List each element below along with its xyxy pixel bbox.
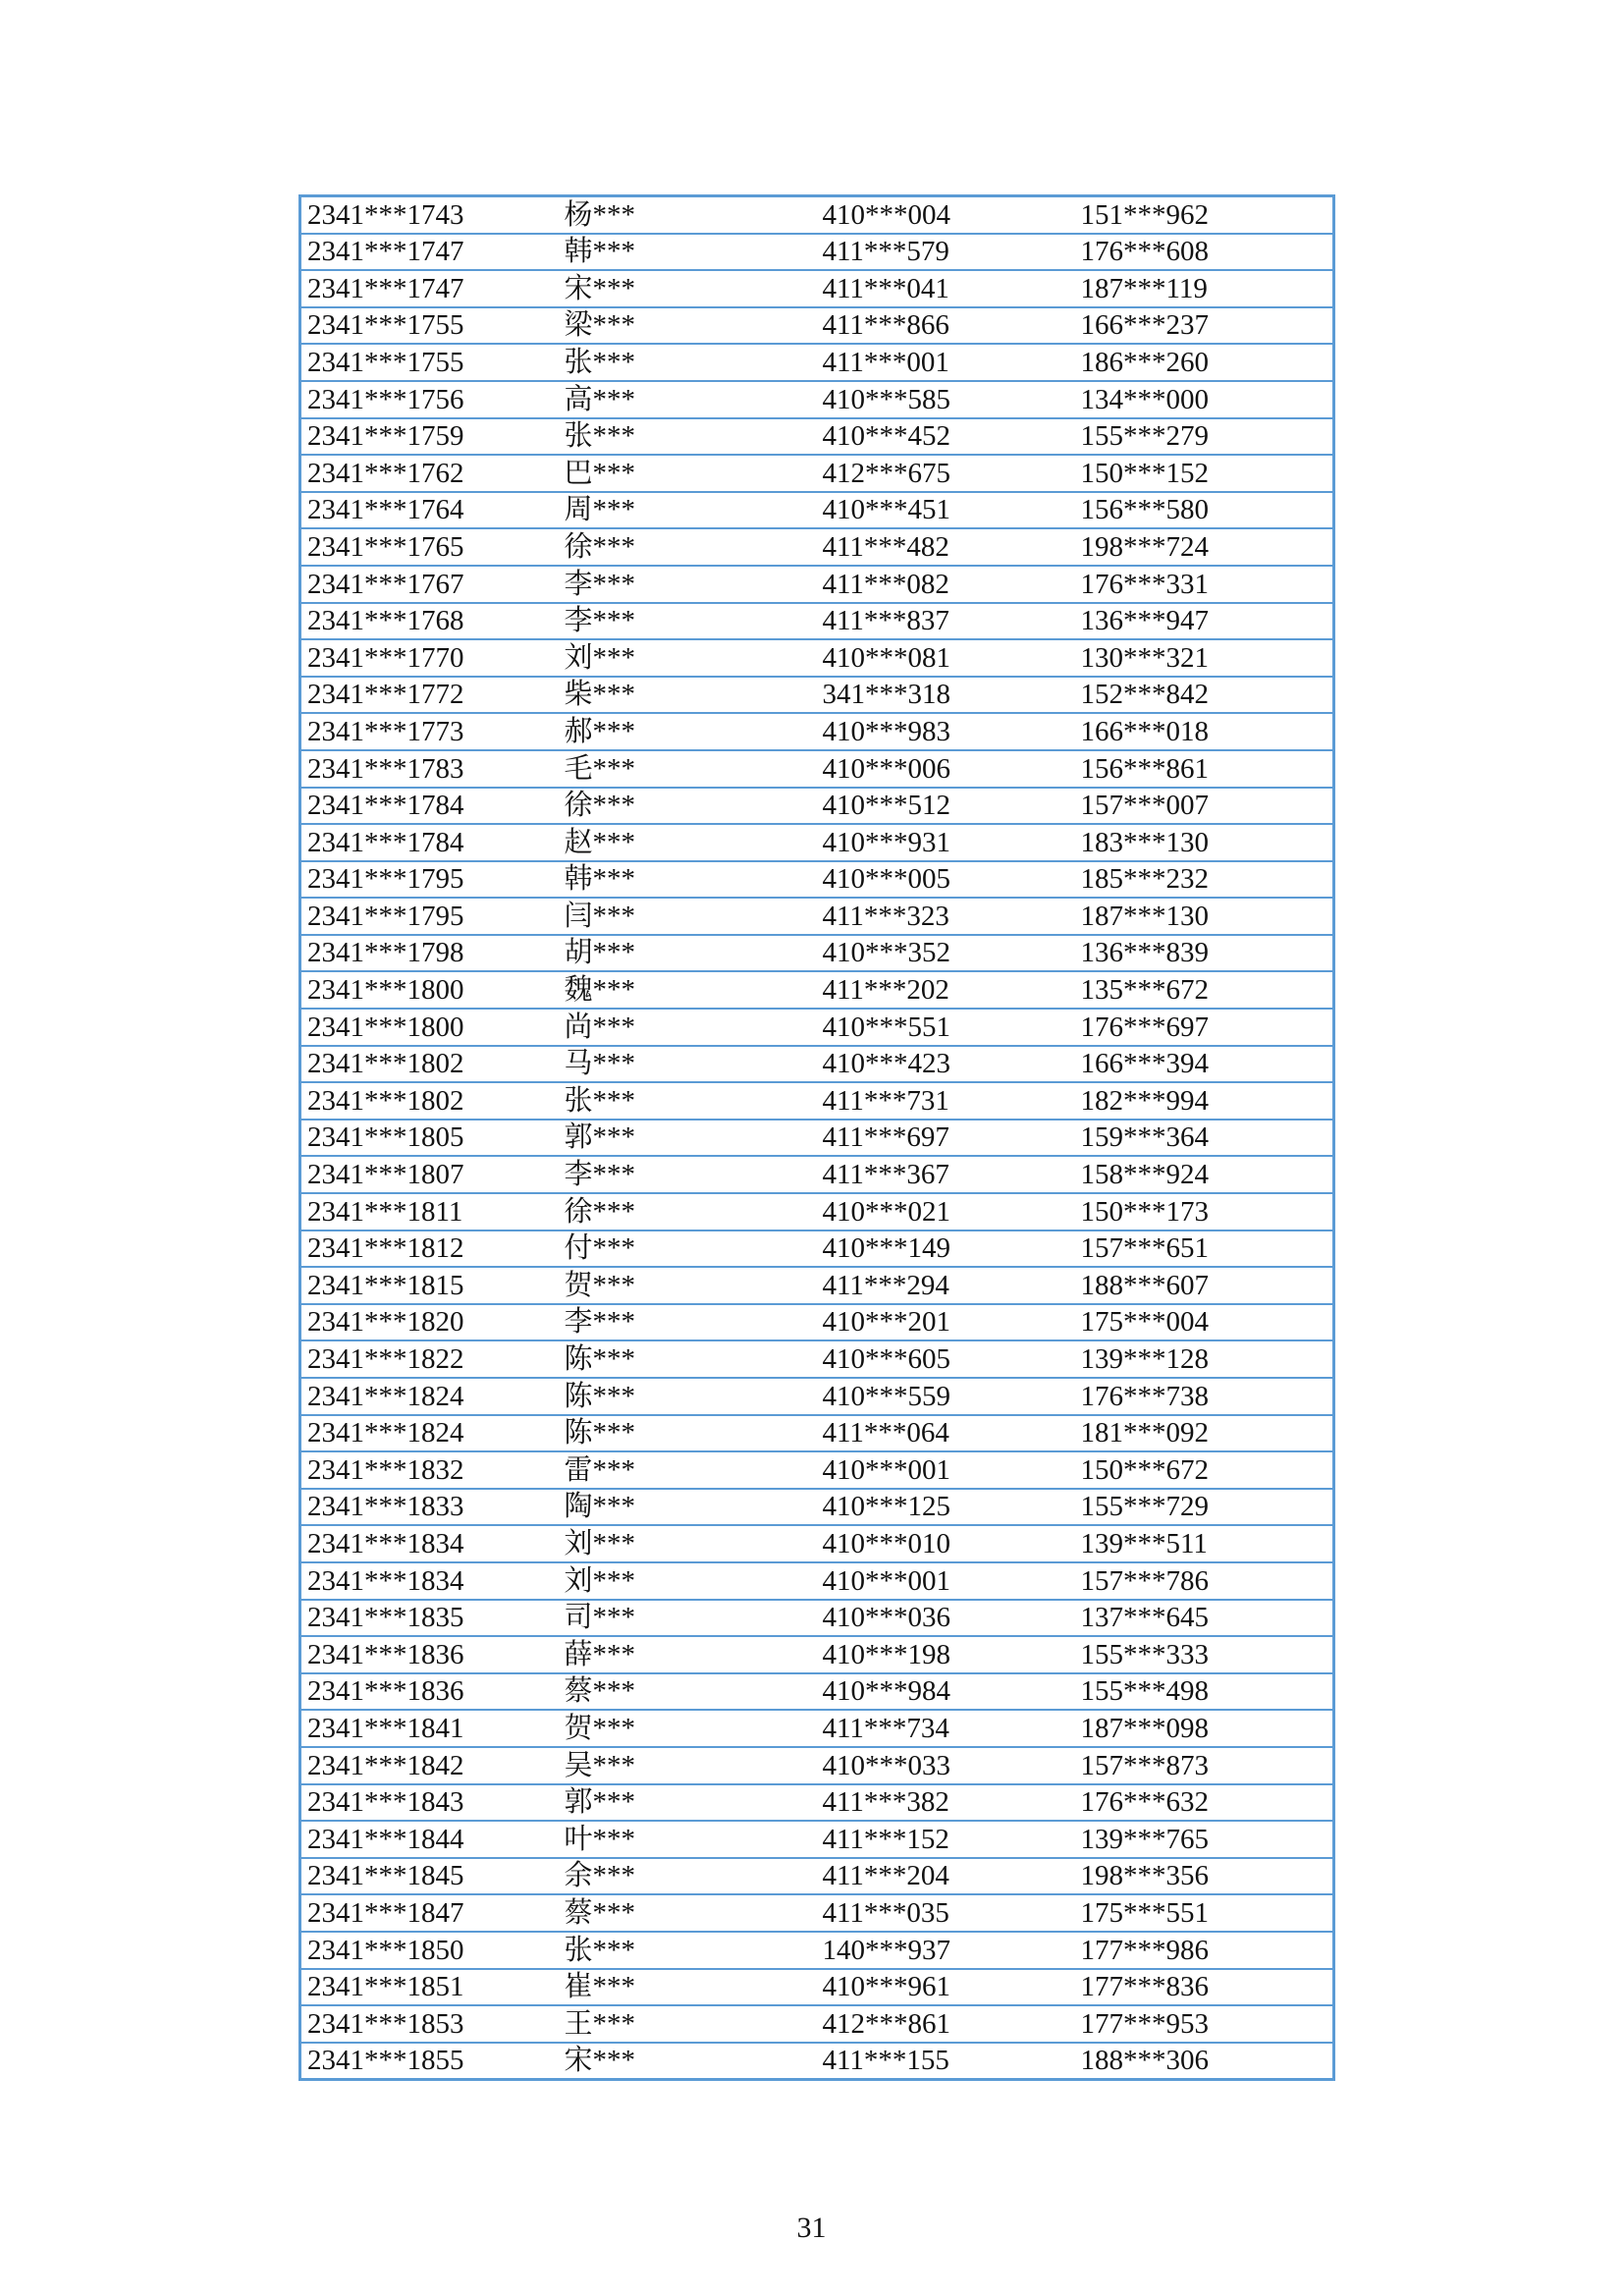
table-row <box>300 1821 1334 1858</box>
table-row <box>300 1673 1334 1711</box>
phone-cell: 156***861 <box>1075 750 1334 788</box>
table-row <box>300 1525 1334 1562</box>
table-row <box>300 381 1334 418</box>
phone-cell: 150***152 <box>1075 455 1334 492</box>
id-number-cell: 410***605 <box>817 1340 1075 1378</box>
id-number-cell: 412***675 <box>817 455 1075 492</box>
phone-cell: 176***608 <box>1075 234 1334 271</box>
table-row <box>300 1082 1334 1120</box>
id-number-cell: 410***005 <box>817 861 1075 899</box>
record-id-cell: 2341***1853 <box>300 2005 559 2043</box>
phone-cell: 166***394 <box>1075 1046 1334 1083</box>
name-cell: 毛*** <box>559 750 817 788</box>
table-row <box>300 234 1334 271</box>
record-id-cell: 2341***1783 <box>300 750 559 788</box>
record-id-cell: 2341***1824 <box>300 1415 559 1452</box>
id-number-cell: 411***482 <box>817 528 1075 566</box>
table-row <box>300 1046 1334 1083</box>
table-row <box>300 1489 1334 1526</box>
name-cell: 陶*** <box>559 1489 817 1526</box>
id-number-cell: 410***984 <box>817 1673 1075 1711</box>
phone-cell: 198***724 <box>1075 528 1334 566</box>
phone-cell: 166***237 <box>1075 307 1334 345</box>
record-id-cell: 2341***1755 <box>300 344 559 381</box>
table-row <box>300 492 1334 529</box>
record-id-cell: 2341***1820 <box>300 1304 559 1341</box>
phone-cell: 181***092 <box>1075 1415 1334 1452</box>
id-number-cell: 410***036 <box>817 1600 1075 1637</box>
record-id-cell: 2341***1811 <box>300 1193 559 1230</box>
phone-cell: 139***511 <box>1075 1525 1334 1562</box>
id-number-cell: 411***866 <box>817 307 1075 345</box>
table-row <box>300 2005 1334 2043</box>
name-cell: 徐*** <box>559 1193 817 1230</box>
name-cell: 余*** <box>559 1858 817 1895</box>
name-cell: 杨*** <box>559 196 817 234</box>
table-row <box>300 898 1334 935</box>
table-row <box>300 1710 1334 1747</box>
record-id-cell: 2341***1798 <box>300 935 559 972</box>
phone-cell: 130***321 <box>1075 639 1334 677</box>
id-number-cell: 410***081 <box>817 639 1075 677</box>
id-number-cell: 411***155 <box>817 2043 1075 2080</box>
name-cell: 宋*** <box>559 270 817 307</box>
table-row <box>300 1858 1334 1895</box>
table-row <box>300 639 1334 677</box>
phone-cell: 187***130 <box>1075 898 1334 935</box>
table-row <box>300 603 1334 640</box>
id-number-cell: 410***001 <box>817 1562 1075 1600</box>
phone-cell: 187***119 <box>1075 270 1334 307</box>
name-cell: 刘*** <box>559 1562 817 1600</box>
phone-cell: 188***607 <box>1075 1267 1334 1304</box>
name-cell: 高*** <box>559 381 817 418</box>
record-id-cell: 2341***1835 <box>300 1600 559 1637</box>
record-id-cell: 2341***1802 <box>300 1046 559 1083</box>
id-number-cell: 412***861 <box>817 2005 1075 2043</box>
name-cell: 张*** <box>559 344 817 381</box>
record-id-cell: 2341***1800 <box>300 1009 559 1046</box>
id-number-cell: 410***585 <box>817 381 1075 418</box>
table-row <box>300 1894 1334 1932</box>
id-number-cell: 411***152 <box>817 1821 1075 1858</box>
record-id-cell: 2341***1768 <box>300 603 559 640</box>
table-row <box>300 270 1334 307</box>
id-number-cell: 411***367 <box>817 1156 1075 1193</box>
phone-cell: 152***842 <box>1075 677 1334 714</box>
name-cell: 崔*** <box>559 1969 817 2006</box>
id-number-cell: 140***937 <box>817 1932 1075 1969</box>
phone-cell: 157***786 <box>1075 1562 1334 1600</box>
name-cell: 蔡*** <box>559 1673 817 1711</box>
record-id-cell: 2341***1807 <box>300 1156 559 1193</box>
phone-cell: 157***873 <box>1075 1747 1334 1784</box>
name-cell: 尚*** <box>559 1009 817 1046</box>
name-cell: 付*** <box>559 1230 817 1268</box>
name-cell: 吴*** <box>559 1747 817 1784</box>
table-row <box>300 1636 1334 1673</box>
table-row <box>300 1267 1334 1304</box>
table-row <box>300 1120 1334 1157</box>
phone-cell: 157***007 <box>1075 788 1334 825</box>
id-number-cell: 410***033 <box>817 1747 1075 1784</box>
phone-cell: 176***632 <box>1075 1784 1334 1822</box>
table-row <box>300 1193 1334 1230</box>
phone-cell: 175***551 <box>1075 1894 1334 1932</box>
phone-cell: 158***924 <box>1075 1156 1334 1193</box>
table-row <box>300 1340 1334 1378</box>
name-cell: 蔡*** <box>559 1894 817 1932</box>
name-cell: 李*** <box>559 603 817 640</box>
phone-cell: 159***364 <box>1075 1120 1334 1157</box>
phone-cell: 177***836 <box>1075 1969 1334 2006</box>
phone-cell: 185***232 <box>1075 861 1334 899</box>
record-id-cell: 2341***1841 <box>300 1710 559 1747</box>
name-cell: 李*** <box>559 1156 817 1193</box>
name-cell: 张*** <box>559 1932 817 1969</box>
table-row <box>300 344 1334 381</box>
table-row <box>300 566 1334 603</box>
id-number-cell: 410***452 <box>817 418 1075 456</box>
name-cell: 梁*** <box>559 307 817 345</box>
phone-cell: 175***004 <box>1075 1304 1334 1341</box>
record-id-cell: 2341***1755 <box>300 307 559 345</box>
record-id-cell: 2341***1812 <box>300 1230 559 1268</box>
phone-cell: 188***306 <box>1075 2043 1334 2080</box>
table-row <box>300 1304 1334 1341</box>
record-id-cell: 2341***1832 <box>300 1451 559 1489</box>
name-cell: 贺*** <box>559 1267 817 1304</box>
page-number: 31 <box>796 2212 827 2244</box>
table-row <box>300 1747 1334 1784</box>
id-number-cell: 411***202 <box>817 971 1075 1009</box>
id-number-cell: 411***082 <box>817 566 1075 603</box>
phone-cell: 198***356 <box>1075 1858 1334 1895</box>
phone-cell: 187***098 <box>1075 1710 1334 1747</box>
phone-cell: 137***645 <box>1075 1600 1334 1637</box>
table-row <box>300 788 1334 825</box>
record-id-cell: 2341***1773 <box>300 713 559 750</box>
name-cell: 叶*** <box>559 1821 817 1858</box>
id-number-cell: 410***125 <box>817 1489 1075 1526</box>
id-number-cell: 411***064 <box>817 1415 1075 1452</box>
phone-cell: 155***279 <box>1075 418 1334 456</box>
phone-cell: 186***260 <box>1075 344 1334 381</box>
record-id-cell: 2341***1836 <box>300 1636 559 1673</box>
phone-cell: 183***130 <box>1075 824 1334 861</box>
name-cell: 韩*** <box>559 234 817 271</box>
id-number-cell: 410***559 <box>817 1378 1075 1415</box>
id-number-cell: 411***382 <box>817 1784 1075 1822</box>
phone-cell: 155***498 <box>1075 1673 1334 1711</box>
id-number-cell: 411***734 <box>817 1710 1075 1747</box>
phone-cell: 177***986 <box>1075 1932 1334 1969</box>
phone-cell: 134***000 <box>1075 381 1334 418</box>
id-number-cell: 410***149 <box>817 1230 1075 1268</box>
phone-cell: 182***994 <box>1075 1082 1334 1120</box>
record-id-cell: 2341***1824 <box>300 1378 559 1415</box>
table-row <box>300 1378 1334 1415</box>
id-number-cell: 410***451 <box>817 492 1075 529</box>
id-number-cell: 411***001 <box>817 344 1075 381</box>
table-row <box>300 418 1334 456</box>
name-cell: 徐*** <box>559 528 817 566</box>
record-id-cell: 2341***1784 <box>300 824 559 861</box>
record-id-cell: 2341***1833 <box>300 1489 559 1526</box>
name-cell: 薛*** <box>559 1636 817 1673</box>
record-id-cell: 2341***1834 <box>300 1562 559 1600</box>
record-id-cell: 2341***1765 <box>300 528 559 566</box>
id-number-cell: 410***983 <box>817 713 1075 750</box>
record-table <box>298 194 1335 2081</box>
name-cell: 巴*** <box>559 455 817 492</box>
name-cell: 陈*** <box>559 1340 817 1378</box>
name-cell: 陈*** <box>559 1378 817 1415</box>
phone-cell: 139***765 <box>1075 1821 1334 1858</box>
name-cell: 张*** <box>559 418 817 456</box>
record-id-cell: 2341***1845 <box>300 1858 559 1895</box>
table-row <box>300 1009 1334 1046</box>
record-id-cell: 2341***1772 <box>300 677 559 714</box>
record-id-cell: 2341***1844 <box>300 1821 559 1858</box>
table-row <box>300 971 1334 1009</box>
phone-cell: 136***947 <box>1075 603 1334 640</box>
phone-cell: 150***173 <box>1075 1193 1334 1230</box>
record-id-cell: 2341***1767 <box>300 566 559 603</box>
phone-cell: 136***839 <box>1075 935 1334 972</box>
record-id-cell: 2341***1802 <box>300 1082 559 1120</box>
phone-cell: 155***333 <box>1075 1636 1334 1673</box>
id-number-cell: 410***010 <box>817 1525 1075 1562</box>
record-id-cell: 2341***1756 <box>300 381 559 418</box>
table-row <box>300 935 1334 972</box>
table-row <box>300 824 1334 861</box>
record-id-cell: 2341***1842 <box>300 1747 559 1784</box>
record-id-cell: 2341***1836 <box>300 1673 559 1711</box>
record-id-cell: 2341***1822 <box>300 1340 559 1378</box>
id-number-cell: 410***512 <box>817 788 1075 825</box>
phone-cell: 177***953 <box>1075 2005 1334 2043</box>
record-id-cell: 2341***1855 <box>300 2043 559 2080</box>
table-row <box>300 677 1334 714</box>
phone-cell: 176***331 <box>1075 566 1334 603</box>
record-id-cell: 2341***1851 <box>300 1969 559 2006</box>
name-cell: 贺*** <box>559 1710 817 1747</box>
record-id-cell: 2341***1747 <box>300 234 559 271</box>
name-cell: 宋*** <box>559 2043 817 2080</box>
phone-cell: 139***128 <box>1075 1340 1334 1378</box>
name-cell: 周*** <box>559 492 817 529</box>
id-number-cell: 410***201 <box>817 1304 1075 1341</box>
name-cell: 李*** <box>559 1304 817 1341</box>
record-id-cell: 2341***1800 <box>300 971 559 1009</box>
id-number-cell: 411***579 <box>817 234 1075 271</box>
name-cell: 刘*** <box>559 639 817 677</box>
phone-cell: 176***697 <box>1075 1009 1334 1046</box>
record-id-cell: 2341***1747 <box>300 270 559 307</box>
id-number-cell: 411***323 <box>817 898 1075 935</box>
table-row <box>300 750 1334 788</box>
table-row <box>300 1415 1334 1452</box>
name-cell: 胡*** <box>559 935 817 972</box>
record-id-cell: 2341***1784 <box>300 788 559 825</box>
table-row <box>300 713 1334 750</box>
id-number-cell: 410***931 <box>817 824 1075 861</box>
record-id-cell: 2341***1764 <box>300 492 559 529</box>
name-cell: 马*** <box>559 1046 817 1083</box>
record-id-cell: 2341***1815 <box>300 1267 559 1304</box>
table-row <box>300 1784 1334 1822</box>
phone-cell: 155***729 <box>1075 1489 1334 1526</box>
id-number-cell: 410***961 <box>817 1969 1075 2006</box>
id-number-cell: 411***204 <box>817 1858 1075 1895</box>
table-row <box>300 1230 1334 1268</box>
id-number-cell: 341***318 <box>817 677 1075 714</box>
phone-cell: 156***580 <box>1075 492 1334 529</box>
id-number-cell: 410***021 <box>817 1193 1075 1230</box>
name-cell: 魏*** <box>559 971 817 1009</box>
id-number-cell: 411***697 <box>817 1120 1075 1157</box>
id-number-cell: 411***731 <box>817 1082 1075 1120</box>
table-row <box>300 1600 1334 1637</box>
id-number-cell: 410***551 <box>817 1009 1075 1046</box>
record-id-cell: 2341***1795 <box>300 861 559 899</box>
name-cell: 柴*** <box>559 677 817 714</box>
phone-cell: 151***962 <box>1075 196 1334 234</box>
table-row <box>300 455 1334 492</box>
table-row <box>300 196 1334 234</box>
name-cell: 闫*** <box>559 898 817 935</box>
id-number-cell: 410***004 <box>817 196 1075 234</box>
record-id-cell: 2341***1843 <box>300 1784 559 1822</box>
table-row <box>300 861 1334 899</box>
name-cell: 韩*** <box>559 861 817 899</box>
phone-cell: 176***738 <box>1075 1378 1334 1415</box>
name-cell: 刘*** <box>559 1525 817 1562</box>
name-cell: 王*** <box>559 2005 817 2043</box>
record-id-cell: 2341***1743 <box>300 196 559 234</box>
table-row <box>300 1932 1334 1969</box>
name-cell: 张*** <box>559 1082 817 1120</box>
phone-cell: 135***672 <box>1075 971 1334 1009</box>
name-cell: 李*** <box>559 566 817 603</box>
name-cell: 陈*** <box>559 1415 817 1452</box>
id-number-cell: 411***035 <box>817 1894 1075 1932</box>
phone-cell: 157***651 <box>1075 1230 1334 1268</box>
id-number-cell: 410***198 <box>817 1636 1075 1673</box>
name-cell: 雷*** <box>559 1451 817 1489</box>
name-cell: 郝*** <box>559 713 817 750</box>
table-row <box>300 1156 1334 1193</box>
id-number-cell: 410***352 <box>817 935 1075 972</box>
table-row <box>300 2043 1334 2080</box>
record-id-cell: 2341***1762 <box>300 455 559 492</box>
record-id-cell: 2341***1795 <box>300 898 559 935</box>
name-cell: 司*** <box>559 1600 817 1637</box>
table-row <box>300 307 1334 345</box>
id-number-cell: 411***294 <box>817 1267 1075 1304</box>
id-number-cell: 411***041 <box>817 270 1075 307</box>
record-id-cell: 2341***1847 <box>300 1894 559 1932</box>
table-row <box>300 1451 1334 1489</box>
record-table-body <box>300 196 1334 2080</box>
table-row <box>300 528 1334 566</box>
table-row <box>300 1969 1334 2006</box>
name-cell: 徐*** <box>559 788 817 825</box>
id-number-cell: 410***006 <box>817 750 1075 788</box>
name-cell: 赵*** <box>559 824 817 861</box>
record-id-cell: 2341***1834 <box>300 1525 559 1562</box>
id-number-cell: 410***001 <box>817 1451 1075 1489</box>
phone-cell: 166***018 <box>1075 713 1334 750</box>
phone-cell: 150***672 <box>1075 1451 1334 1489</box>
table-row <box>300 1562 1334 1600</box>
id-number-cell: 411***837 <box>817 603 1075 640</box>
record-id-cell: 2341***1805 <box>300 1120 559 1157</box>
id-number-cell: 410***423 <box>817 1046 1075 1083</box>
name-cell: 郭*** <box>559 1784 817 1822</box>
record-id-cell: 2341***1770 <box>300 639 559 677</box>
name-cell: 郭*** <box>559 1120 817 1157</box>
record-id-cell: 2341***1850 <box>300 1932 559 1969</box>
record-id-cell: 2341***1759 <box>300 418 559 456</box>
